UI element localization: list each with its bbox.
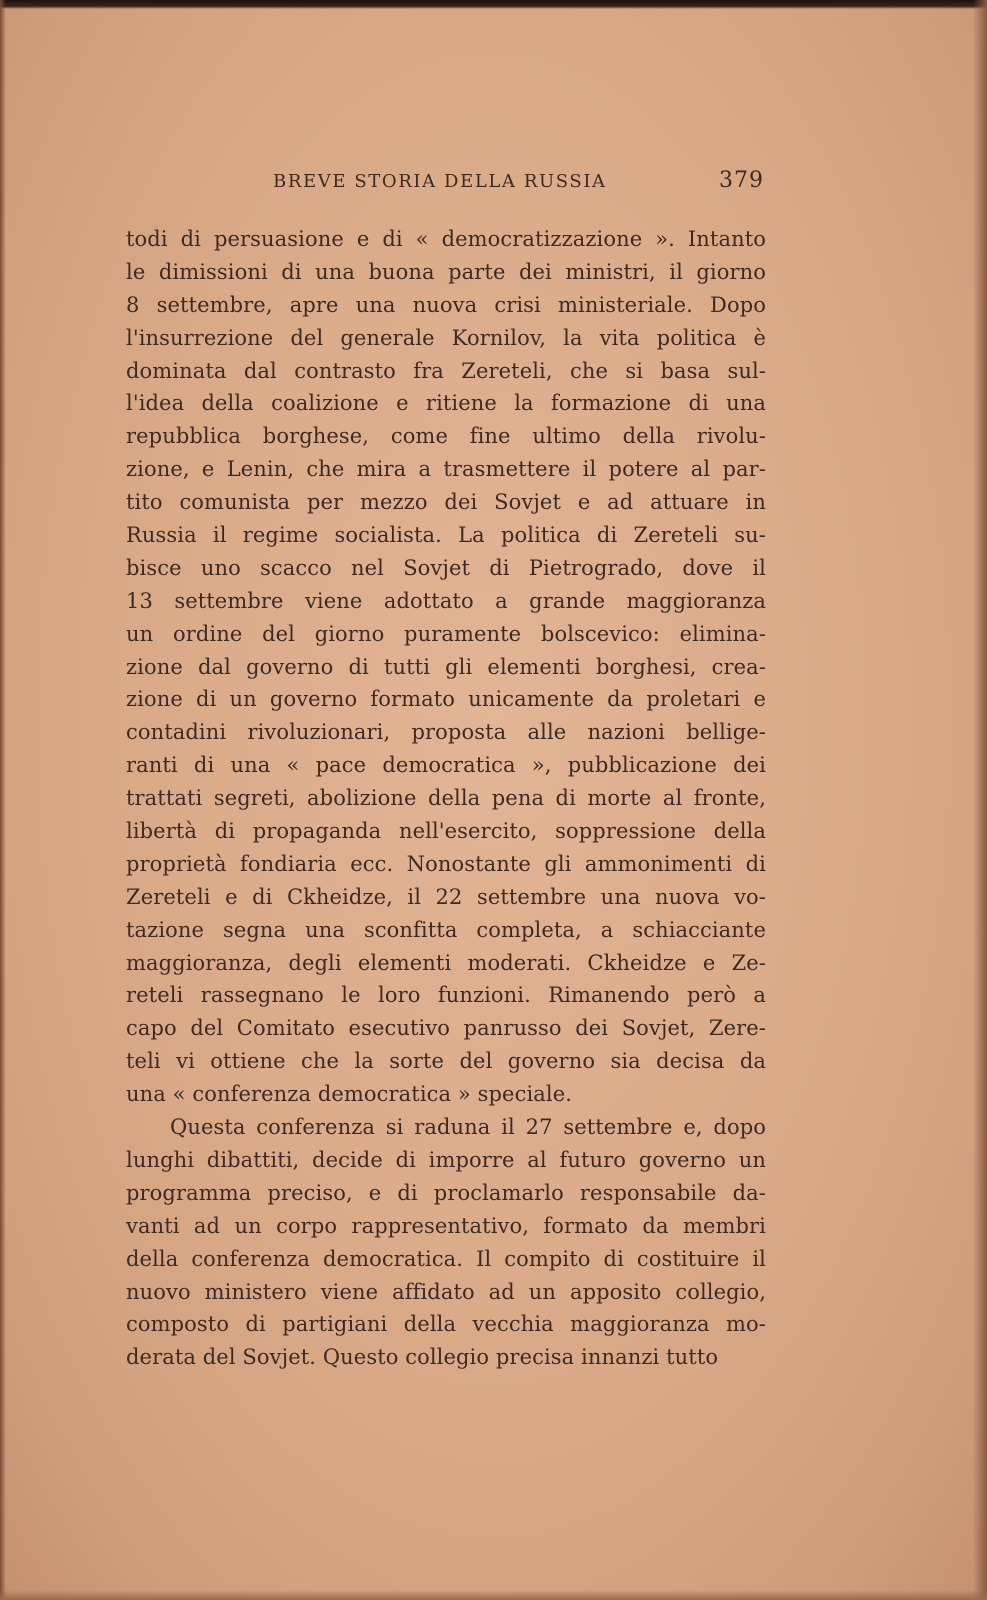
text-line: zione, e Lenin, che mira a trasmettere il potere al par- [126, 457, 766, 482]
text-line: trattati segreti, abolizione della pena di morte al fronte, [126, 786, 766, 811]
text-line: un ordine del giorno puramente bolscevico: elimina- [126, 621, 766, 646]
text-line: tito comunista per mezzo dei Sovjet e ad attuare in [126, 490, 766, 515]
text-line: composto di partigiani della vecchia maggioranza mo- [126, 1312, 766, 1337]
paragraph [126, 223, 766, 1111]
text-line: teli vi ottiene che la sorte del governo sia decisa da [126, 1049, 766, 1074]
running-title: BREVE STORIA DELLA RUSSIA [273, 171, 607, 192]
body-text [126, 223, 766, 1374]
text-line: contadini rivoluzionari, proposta alle nazioni bellige- [126, 720, 766, 745]
page-top-edge [0, 0, 987, 9]
text-line: ranti di una « pace democratica », pubblicazione dei [126, 753, 766, 778]
page-bottom-edge [0, 1590, 987, 1600]
text-line: Russia il regime socialista. La politica di Zereteli su- [126, 523, 766, 548]
text-line: capo del Comitato esecutivo panrusso dei Sovjet, Zere- [126, 1016, 766, 1041]
text-line: lunghi dibattiti, decide di imporre al futuro governo un [126, 1147, 766, 1172]
text-line: l'insurrezione del generale Kornilov, la vita politica è [126, 325, 766, 350]
text-line: le dimissioni di una buona parte dei ministri, il giorno [126, 259, 766, 284]
text-line: nuovo ministero viene affidato ad un apposito collegio, [126, 1279, 766, 1304]
text-line: repubblica borghese, come fine ultimo della rivolu- [126, 424, 766, 449]
text-line: 8 settembre, apre una nuova crisi ministeriale. Dopo [126, 292, 766, 317]
text-line: Questa conferenza si raduna il 27 settembre e, dopo [170, 1115, 766, 1140]
text-line: 13 settembre viene adottato a grande maggioranza [126, 588, 766, 613]
text-line: della conferenza democratica. Il compito di costituire il [126, 1246, 766, 1271]
page-right-edge [973, 0, 987, 1600]
text-line: proprietà fondiaria ecc. Nonostante gli ammonimenti di [126, 851, 766, 876]
text-line: una « conferenza democratica » speciale. [126, 1082, 572, 1107]
text-line: vanti ad un corpo rappresentativo, formato da membri [126, 1213, 766, 1238]
page-number: 379 [719, 168, 764, 193]
text-line: reteli rassegnano le loro funzioni. Rimanendo però a [126, 983, 766, 1008]
text-line: Zereteli e di Ckheidze, il 22 settembre una nuova vo- [126, 884, 766, 909]
paragraph [126, 1111, 766, 1374]
page-left-edge [0, 0, 6, 1600]
text-line: l'idea della coalizione e ritiene la formazione di una [126, 391, 766, 416]
text-line: dominata dal contrasto fra Zereteli, che si basa sul- [126, 358, 766, 383]
text-line: programma preciso, e di proclamarlo responsabile da- [126, 1180, 766, 1205]
text-line: libertà di propaganda nell'esercito, soppressione della [126, 819, 766, 844]
text-line: maggioranza, degli elementi moderati. Ckheidze e Ze- [126, 950, 766, 975]
text-line: todi di persuasione e di « democratizzazione ». Intanto [126, 227, 766, 251]
text-line: zione dal governo di tutti gli elementi borghesi, crea- [126, 654, 766, 679]
running-header [128, 168, 764, 200]
text-line: bisce uno scacco nel Sovjet di Pietrogrado, dove il [126, 555, 766, 580]
text-line: zione di un governo formato unicamente da proletari e [126, 687, 766, 712]
text-line: derata del Sovjet. Questo collegio precisa innanzi tutto [126, 1345, 719, 1370]
text-line: tazione segna una sconfitta completa, a schiacciante [126, 917, 766, 942]
